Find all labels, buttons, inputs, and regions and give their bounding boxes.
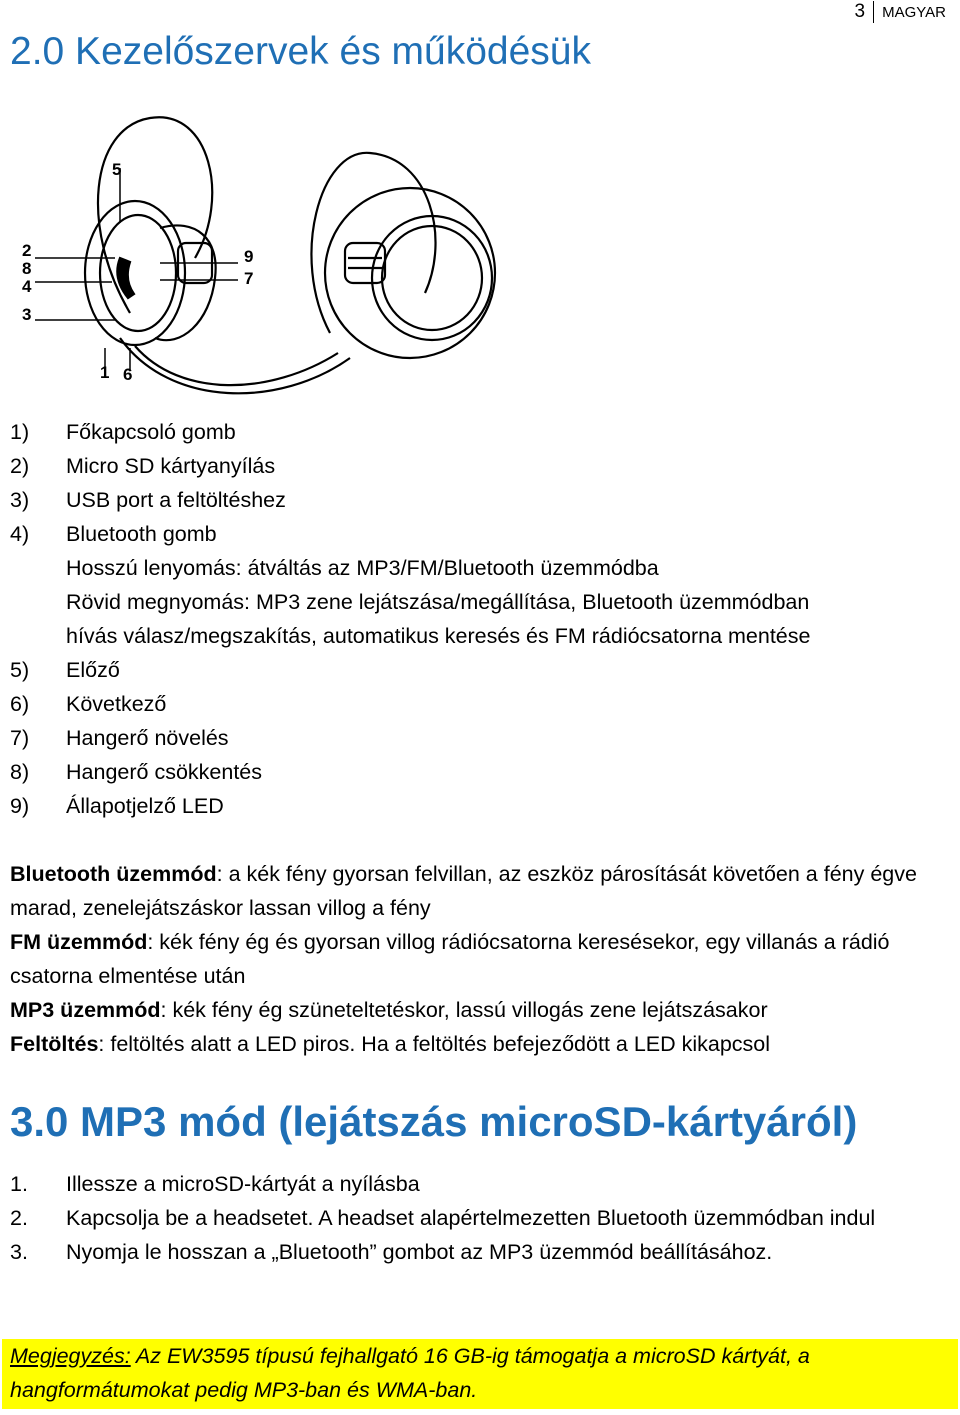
callout-2: 2 (22, 241, 32, 260)
led-status-descriptions (10, 857, 940, 1061)
step-item: 1. Illessze a microSD-kártyát a nyílásba (10, 1172, 420, 1196)
list-item: 8) Hangerő csökkentés (10, 760, 262, 784)
list-item: 9) Állapotjelző LED (10, 794, 224, 818)
section-title-controls: 2.0 Kezelőszervek és működésük (10, 30, 591, 73)
callout-5: 5 (112, 160, 122, 179)
list-item: 4) Bluetooth gomb (10, 522, 217, 546)
step-item: 3. Nyomja le hosszan a „Bluetooth” gombot az MP3 üzemmód beállításához. (10, 1240, 773, 1264)
callout-9: 9 (244, 247, 254, 266)
led-fm: FM üzemmód: kék fény ég és gyorsan villog rádiócsatorna keresésekor, egy villanás a rádió csatorna elmentése után (10, 930, 890, 988)
bt-detail: Rövid megnyomás: MP3 zene lejátszása/megállítása, Bluetooth üzemmódban (66, 590, 810, 614)
page-header (855, 0, 946, 24)
language-label: MAGYAR (882, 3, 946, 21)
list-item: 7) Hangerő növelés (10, 726, 229, 750)
mp3-steps (10, 1167, 940, 1269)
headset-diagram (20, 108, 510, 398)
note-label: Megjegyzés: (10, 1344, 131, 1368)
callout-7: 7 (244, 269, 254, 288)
note-text: Az EW3595 típusú fejhallgató 16 GB-ig támogatja a microSD kártyát, a hangformátumokat pedig MP3-ban és WMA-ban. (10, 1344, 810, 1402)
page-number: 3 (855, 1, 875, 23)
list-item: 6) Következő (10, 692, 167, 716)
controls-list (10, 415, 810, 823)
right-earcup-pad (372, 216, 492, 340)
led-mp3: MP3 üzemmód: kék fény ég szüneteltetéskor, lassú villogás zene lejátszásakor (10, 998, 768, 1022)
list-item: 3) USB port a feltöltéshez (10, 488, 286, 512)
step-item: 2. Kapcsolja be a headsetet. A headset alapértelmezetten Bluetooth üzemmódban indul (10, 1206, 876, 1230)
callout-6: 6 (123, 365, 133, 384)
bt-detail: Hosszú lenyomás: átváltás az MP3/FM/Bluetooth üzemmódba (66, 556, 659, 580)
list-item: 5) Előző (10, 658, 120, 682)
led-bluetooth: Bluetooth üzemmód: a kék fény gyorsan felvillan, az eszköz párosítását követően a fény égve marad, zenelejátszáskor lassan villog a fény (10, 862, 917, 920)
bt-detail: hívás válasz/megszakítás, automatikus keresés és FM rádiócsatorna mentése (66, 624, 811, 648)
callout-4: 4 (22, 277, 32, 296)
callout-1: 1 (100, 363, 110, 382)
section-title-mp3: 3.0 MP3 mód (lejátszás microSD-kártyáról) (10, 1098, 858, 1145)
callout-8: 8 (22, 259, 32, 278)
list-item: 1) Főkapcsoló gomb (10, 420, 236, 444)
led-charging: Feltöltés: feltöltés alatt a LED piros. Ha a feltöltés befejeződött a LED kikapcsol (10, 1032, 771, 1056)
list-item: 2) Micro SD kártyanyílás (10, 454, 276, 478)
note-box (2, 1339, 958, 1409)
callout-3: 3 (22, 305, 32, 324)
right-earcup-outer (325, 188, 495, 358)
